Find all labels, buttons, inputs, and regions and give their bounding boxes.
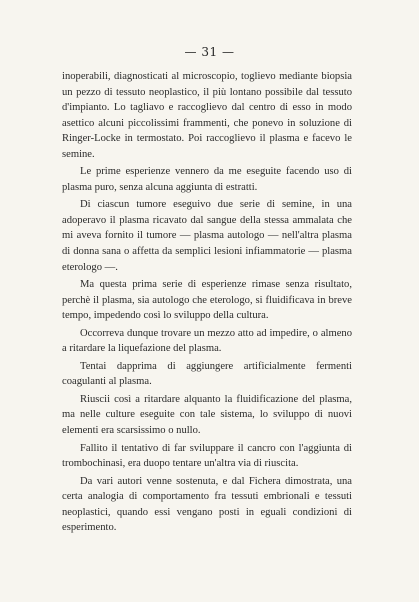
paragraph: Da vari autori venne sostenuta, e dal Fichera dimostrata, una certa analogia di comportamento fra tessuti embrionali e tessuti neoplastici, quando essi vengano posti in eguali condizioni di esperimento. <box>62 475 352 534</box>
paragraph: Ma questa prima serie di esperienze rimase senza risultato, perchè il plasma, sia autologo che eterologo, si fluidificava in breve tempo, impedendo così lo sviluppo della cultura. <box>62 279 352 322</box>
paragraph: Tentai dapprima di aggiungere artificialmente fermenti coagulanti al plasma. <box>62 360 352 388</box>
paragraph: Fallito il tentativo di far sviluppare il cancro con l'aggiunta di trombochinasi, era duopo tentare un'altra via di riuscita. <box>62 442 352 470</box>
body-text <box>62 69 352 536</box>
paragraph: inoperabili, diagnosticati al microscopio, toglievo mediante biopsia un pezzo di tessuto neoplastico, il più lontano possibile dal tessuto d'impianto. Lo tagliavo e raccoglievo dal centro di esso in modo asettico alcuni piccolissimi frammenti, che ponevo in soluzione di Ringer-Locke in termostato. Poi raccoglievo il plasma e facevo le semine. <box>62 71 352 160</box>
paragraph: Riuscii così a ritardare alquanto la fluidificazione del plasma, ma nelle culture eseguite con tale sistema, lo sviluppo di nuovi elementi era scarsissimo o nullo. <box>62 393 352 437</box>
paragraph: Di ciascun tumore eseguivo due serie di semine, in una adoperavo il plasma ricavato dal sangue della stessa ammalata che mi aveva fornito il tumore — plasma autologo — nell'altra plasma di donna sana o affetta da semplici lesioni infiammatorie — plasma eterologo —. <box>62 199 352 273</box>
paragraph: Occorreva dunque trovare un mezzo atto ad impedire, o almeno a ritardare la liquefazione del plasma. <box>62 327 352 355</box>
page-number: — 31 — <box>184 45 235 59</box>
paragraph: Le prime esperienze vennero da me eseguite facendo uso di plasma puro, senza alcuna aggiunta di estratti. <box>62 166 352 193</box>
